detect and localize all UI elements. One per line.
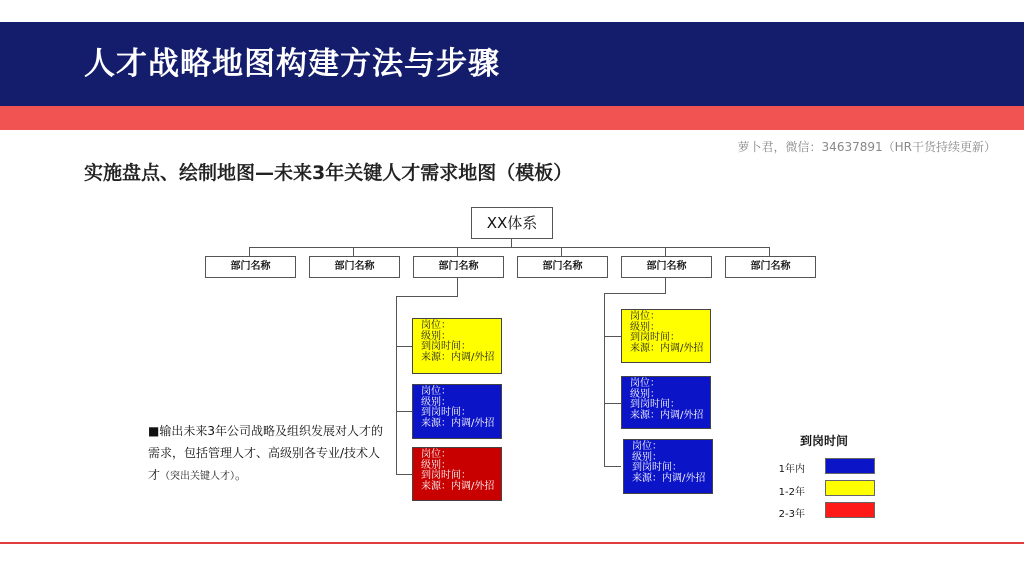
role-field-source: 来源：内调/外招 (632, 472, 706, 484)
department-node: 部门名称 (621, 256, 712, 278)
dept-connector (769, 247, 770, 256)
department-node: 部门名称 (205, 256, 296, 278)
credit-text: 萝卜君，微信：34637891（HR干货持续更新） (737, 140, 996, 154)
dept-connector (249, 247, 250, 256)
branch-spine (396, 296, 397, 474)
role-card (412, 318, 502, 374)
role-field-position: 岗位： (421, 320, 451, 331)
role-field-level: 级别： (630, 321, 660, 333)
role-field-source: 来源：内调/外招 (421, 417, 495, 429)
role-card (621, 376, 711, 429)
role-field-source: 来源：内调/外招 (630, 342, 704, 354)
branch-connector (457, 277, 458, 296)
dept-connector (561, 247, 562, 256)
legend-label: 1-2年 (778, 487, 805, 498)
branch-spine (604, 293, 605, 466)
role-field-level: 级别： (421, 459, 451, 471)
root-node: XX体系 (471, 207, 553, 239)
role-field-source: 来源：内调/外招 (630, 409, 704, 421)
department-node: 部门名称 (517, 256, 608, 278)
role-field-position: 岗位： (421, 449, 451, 460)
slide-subtitle: 实施盘点、绘制地图—未来3年关键人才需求地图（模板） (84, 162, 573, 184)
role-field-position: 岗位： (421, 386, 451, 397)
accent-strip (0, 106, 1024, 130)
role-field-arrival-time: 到岗时间： (632, 462, 682, 473)
branch-tick (604, 403, 621, 404)
branch-tick (604, 466, 621, 467)
role-field-position: 岗位： (632, 441, 662, 452)
legend-label: 1年内 (778, 464, 805, 475)
role-field-level: 级别： (421, 330, 451, 342)
legend-swatch-3year (825, 502, 875, 518)
role-card (412, 447, 502, 501)
role-field-arrival-time: 到岗时间： (421, 341, 471, 352)
role-field-position: 岗位： (630, 378, 660, 389)
department-node: 部门名称 (413, 256, 504, 278)
branch-connector (396, 296, 458, 297)
role-field-level: 级别： (632, 451, 662, 463)
branch-connector (665, 277, 666, 293)
role-field-arrival-time: 到岗时间： (630, 332, 680, 343)
role-field-arrival-time: 到岗时间： (421, 470, 471, 481)
role-field-level: 级别： (421, 396, 451, 408)
branch-tick (396, 346, 412, 347)
legend-title: 到岗时间 (800, 434, 849, 448)
branch-tick (396, 411, 412, 412)
role-field-arrival-time: 到岗时间： (630, 399, 680, 410)
note-main-text: ■输出未来3年公司战略及组织发展对人才的需求，包括管理人才、高级别各专业/技术人才 (148, 424, 383, 482)
dept-connector (353, 247, 354, 256)
legend-swatch-2year (825, 480, 875, 496)
legend-label: 2-3年 (778, 509, 805, 520)
dept-bus-line (249, 247, 770, 248)
role-field-position: 岗位： (630, 311, 660, 322)
dept-connector (457, 247, 458, 256)
role-field-source: 来源：内调/外招 (421, 480, 495, 492)
branch-tick (396, 474, 412, 475)
legend-swatch-1year (825, 458, 875, 474)
department-node: 部门名称 (309, 256, 400, 278)
dept-connector (665, 247, 666, 256)
note-end-text: 。 (235, 468, 248, 482)
role-card (412, 384, 502, 439)
footer-rule (0, 542, 1024, 544)
branch-tick (604, 336, 621, 337)
note-small-text: （突出关键人才） (160, 471, 236, 482)
role-card (621, 309, 711, 363)
role-card (623, 439, 713, 494)
role-field-level: 级别： (630, 388, 660, 400)
branch-connector (604, 293, 666, 294)
role-field-arrival-time: 到岗时间： (421, 407, 471, 418)
description-note (148, 420, 384, 488)
role-field-source: 来源：内调/外招 (421, 351, 495, 363)
department-node: 部门名称 (725, 256, 816, 278)
page-title: 人才战略地图构建方法与步骤 (84, 46, 500, 82)
